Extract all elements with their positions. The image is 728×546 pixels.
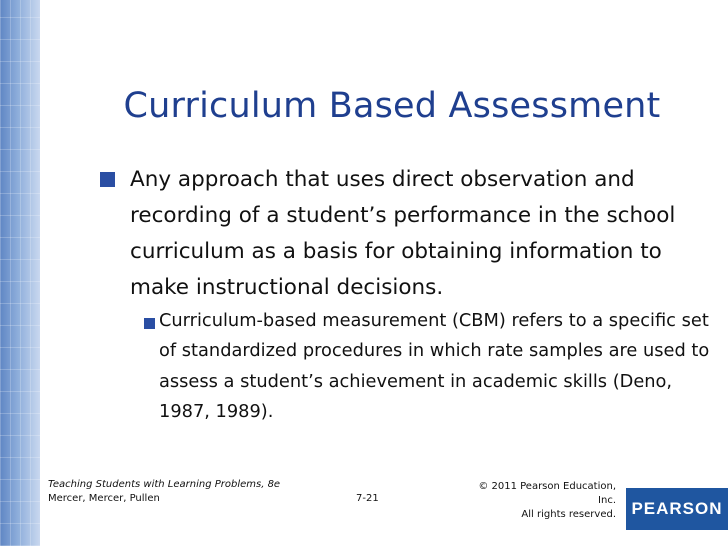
left-band-grid-pattern: [0, 0, 40, 546]
logo-text: PEARSON: [631, 499, 723, 518]
sub-bullet-text: Curriculum-based measurement (CBM) refers to a specific set of standardized procedures in which rate samples are used to assess a student’s achievement in academic skills (Deno, 1987, 1989).: [159, 310, 710, 423]
bullet-text-main: Any approach that uses direct observation and recording of a student’s performance in the school curriculum as a basis for obtaining information to make instructional decisions.: [130, 167, 676, 300]
bullet-square-icon: [100, 172, 115, 187]
slide-title: Curriculum Based Assessment: [123, 86, 661, 126]
copyright-line-2: All rights reserved.: [521, 509, 616, 520]
copyright-line-1: © 2011 Pearson Education, Inc.: [478, 481, 616, 506]
pearson-logo: [626, 488, 728, 530]
footer-copyright: [470, 480, 616, 522]
sub-bullet-square-icon: [144, 318, 155, 329]
footer-book-info: [48, 478, 280, 506]
footer-book-title: Teaching Students with Learning Problems, 8e: [48, 479, 281, 490]
footer-authors: Mercer, Mercer, Pullen: [48, 493, 160, 504]
page-number: 7-21: [356, 493, 379, 504]
